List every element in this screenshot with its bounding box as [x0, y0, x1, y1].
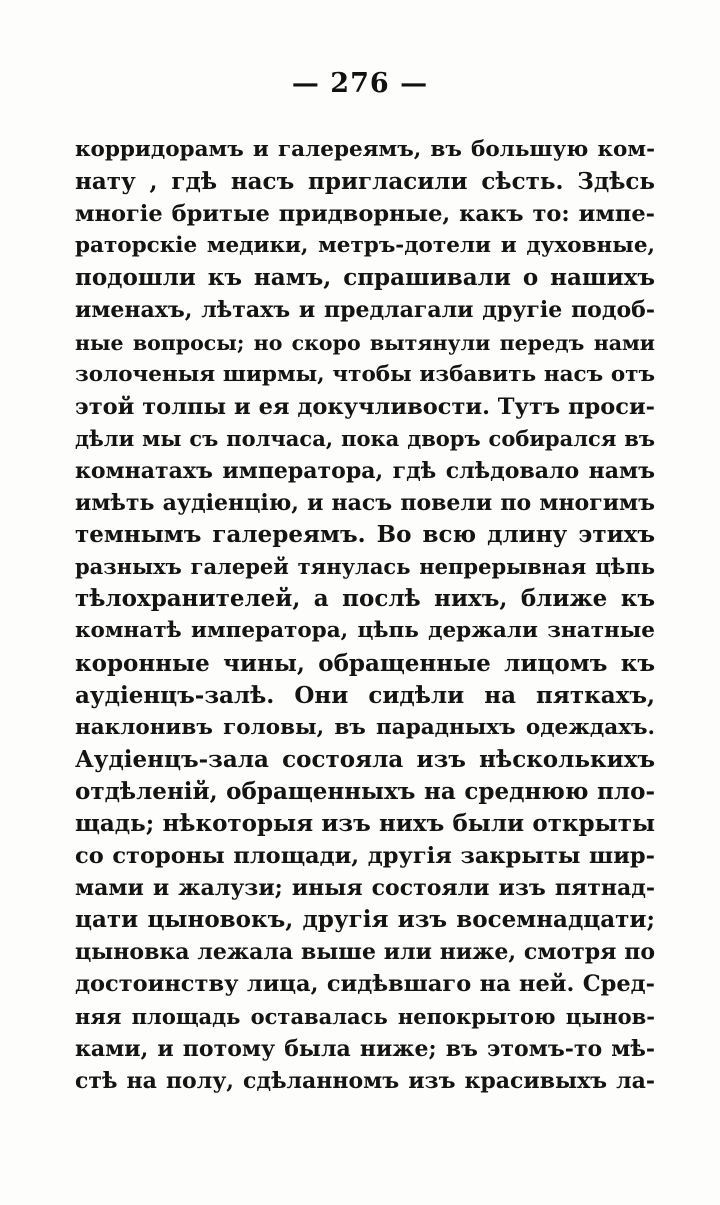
page-number: — 276 —	[291, 68, 429, 99]
text-line: именахъ, лѣтахъ и предлагали другіе подоб-	[75, 297, 655, 324]
text-line: Аудіенцъ-зала состояла изъ нѣсколькихъ	[75, 745, 655, 773]
text-line: многіе бритые придворные, какъ то: импе-	[75, 201, 655, 228]
text-line: щадь; нѣкоторыя изъ нихъ были открыты	[75, 809, 655, 837]
text-line: стѣ на полу, сдѣланномъ изъ красивыхъ ла-	[75, 1067, 655, 1094]
text-line: наклонивъ головы, въ парадныхъ одеждахъ.	[75, 714, 655, 740]
text-line: отдѣленій, обращенныхъ на среднюю пло-	[75, 777, 655, 805]
text-line: подошли къ намъ, спрашивали о нашихъ	[75, 264, 655, 292]
text-line: цыновка лежала выше или ниже, смотря по	[75, 939, 655, 966]
text-line: нату , гдѣ насъ пригласили сѣсть. Здѣсь	[75, 168, 655, 196]
text-line: дѣли мы съ полчаса, пока дворъ собирался въ	[75, 425, 655, 451]
body-text	[75, 134, 655, 1097]
text-line: золоченыя ширмы, чтобы избавить насъ отъ	[75, 361, 655, 387]
text-line: со стороны площади, другія закрыты шир-	[75, 843, 655, 870]
text-line: ками, и потому была ниже; въ этомъ-то мѣ-	[75, 1035, 655, 1062]
text-line: мами и жалузи; иныя состояли изъ пятнад-	[75, 875, 655, 902]
text-line: комнатѣ императора, цѣпь держали знатные	[75, 618, 655, 644]
text-line: этой толпы и ея докучливости. Тутъ проси-	[75, 393, 655, 420]
text-line: цати цыновокъ, другія изъ восемнадцати;	[75, 906, 655, 934]
text-line: темнымъ галереямъ. Во всю длину этихъ	[75, 521, 655, 549]
text-line: достоинству лица, сидѣвшаго на ней. Сред-	[75, 971, 655, 998]
text-line: аудіенцъ-залѣ. Они сидѣли на пяткахъ,	[75, 681, 655, 709]
text-line: разныхъ галерей тянулась непрерывная цѣпь	[75, 554, 655, 580]
text-line: имѣть аудіенцію, и насъ повели по многимъ	[75, 490, 655, 517]
text-line: ные вопросы; но скоро вытянули передъ нами	[75, 330, 655, 355]
text-line: няя площадь оставалась непокрытою цынов-	[75, 1003, 655, 1029]
text-line: комнатахъ императора, гдѣ слѣдовало намъ	[75, 457, 655, 484]
text-line: тѣлохранителей, а послѣ нихъ, ближе къ	[75, 585, 655, 613]
text-line: коронные чины, обращенные лицомъ къ	[75, 649, 655, 677]
text-line: корридорамъ и галереямъ, въ большую ком-	[75, 137, 655, 162]
text-line: раторскіе медики, метръ-дотели и духовные,	[75, 233, 655, 259]
